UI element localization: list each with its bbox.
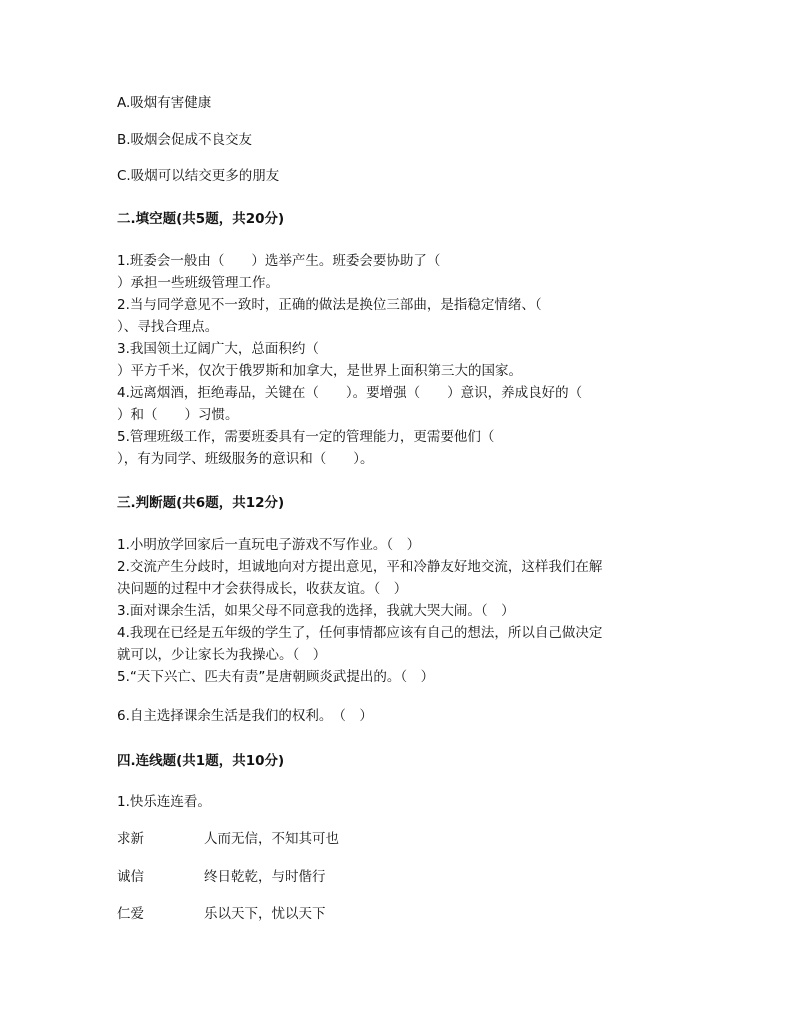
match-right-item[interactable]: 人而无信，不知其可也: [204, 831, 339, 847]
fill-blank-line: 5.管理班级工作，需要班委具有一定的管理能力，更需要他们（: [117, 429, 495, 445]
match-right-item[interactable]: 终日乾乾，与时偕行: [204, 869, 326, 885]
true-false-line: 就可以，少让家长为我操心。（ ）: [117, 647, 327, 663]
fill-blank-line: ），有为同学、班级服务的意识和（ ）。: [117, 451, 374, 467]
match-left-item[interactable]: 仁爱: [117, 906, 144, 922]
true-false-line: 1.小明放学回家后一直玩电子游戏不写作业。（ ）: [117, 537, 421, 553]
fill-blank-line: ）平方千米，仅次于俄罗斯和加拿大，是世界上面积第三大的国家。: [117, 363, 522, 379]
fill-blank-line: 3.我国领土辽阔广大，总面积约（: [117, 341, 319, 357]
fill-blank-line: ）承担一些班级管理工作。: [117, 275, 279, 291]
fill-blank-line: 2.当与同学意见不一致时，正确的做法是换位三部曲，是指稳定情绪、（: [117, 297, 542, 313]
section-heading-true-false: 三.判断题(共6题，共12分): [117, 495, 285, 511]
true-false-line: 6.自主选择课余生活是我们的权利。 （ ）: [117, 708, 373, 724]
true-false-line: 4.我现在已经是五年级的学生了，任何事情都应该有自己的想法，所以自己做决定: [117, 625, 603, 641]
option-a: A.吸烟有害健康: [117, 95, 212, 111]
true-false-line: 2.交流产生分歧时，坦诚地向对方提出意见，平和冷静友好地交流，这样我们在解: [117, 559, 603, 575]
fill-blank-line: 1.班委会一般由（ ）选举产生。班委会要协助了（: [117, 253, 441, 269]
true-false-line: 决问题的过程中才会获得成长，收获友谊。（ ）: [117, 581, 408, 597]
fill-blank-line: ）和（ ）习惯。: [117, 407, 239, 423]
option-c: C.吸烟可以结交更多的朋友: [117, 168, 280, 184]
option-b: B.吸烟会促成不良交友: [117, 132, 253, 148]
match-right-item[interactable]: 乐以天下，忧以天下: [204, 906, 326, 922]
match-left-item[interactable]: 诚信: [117, 869, 144, 885]
section-heading-fill-blank: 二.填空题(共5题，共20分): [117, 211, 285, 227]
fill-blank-line: ）、寻找合理点。: [117, 319, 219, 335]
match-left-item[interactable]: 求新: [117, 831, 144, 847]
matching-intro: 1.快乐连连看。: [117, 794, 211, 810]
true-false-line: 3.面对课余生活，如果父母不同意我的选择，我就大哭大闹。（ ）: [117, 603, 515, 619]
section-heading-matching: 四.连线题(共1题，共10分): [117, 753, 285, 769]
true-false-line: 5.“天下兴亡、匹夫有责”是唐朝顾炎武提出的。（ ）: [117, 669, 435, 685]
fill-blank-line: 4.远离烟酒，拒绝毒品，关键在（ ）。要增强（ ）意识，养成良好的（: [117, 385, 583, 401]
